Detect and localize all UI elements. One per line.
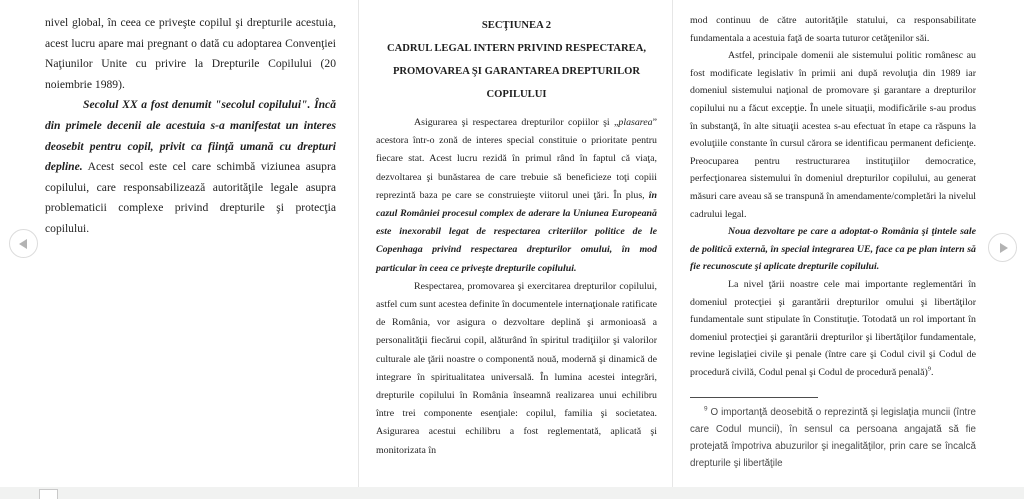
paragraph	[690, 12, 976, 47]
next-page-button[interactable]	[988, 233, 1017, 262]
paragraph	[376, 278, 657, 460]
text-segment: mod continuu de către autorităţile statului, ca responsabilitate fundamentala a acestuia faţă de soarta tuturor cetăţenilor săi.	[690, 15, 976, 44]
text-segment: Astfel, principale domenii ale sistemului politic românesc au fost modificate legislativ în primii ani după revoluţia din 1989 iar domeniul sistemului naţional de promovare şi garantare a drepturilor copilului nu a făcut excepţie. În unele situaţii, modificările s-au produs în substanţă, în alte situaţii acestea s-au efectuat în etape ca răspuns la evoluţiile constante în cursul cărora se identificau permanent deficienţe. Preocuparea pentru restructurarea instituţiilor democratice, perfecţionarea sistemului în domeniul drepturilor copilului, au generat măsuri care aveau să se transpună în amendamente/completări la nivelul cadrului legal.	[690, 50, 976, 220]
chevron-right-icon	[1000, 243, 1008, 253]
footnote-separator	[690, 397, 818, 398]
paragraph	[45, 95, 336, 239]
footnote-text	[690, 404, 976, 472]
text-segment: Asigurarea şi respectarea drepturilor copiilor şi „	[414, 117, 619, 128]
page-number-input[interactable]	[39, 489, 58, 499]
text-segment: .	[930, 366, 934, 378]
viewer-toolbar	[0, 487, 1024, 499]
page-edge-divider	[672, 0, 673, 487]
page-right-body	[690, 12, 976, 381]
heading-line: COPILULUI	[486, 89, 547, 100]
previous-page-button[interactable]	[9, 229, 38, 258]
text-segment: nivel global, în ceea ce priveşte copilul şi drepturile acestuia, acest lucru apare mai pregnant o dată cu adoptarea Convenţiei Naţiunilor Unite cu privire la Drepturile Copilului (20 noiembrie 1989).	[45, 16, 336, 91]
page-edge-divider	[358, 0, 359, 487]
paragraph	[376, 114, 657, 278]
text-segment: în cazul României procesul complex de aderare la Uniunea Europeană este inexorabil legat de respectarea criteriilor politice de le Copenhaga privind respectarea drepturilor omului, în mod particular în ceea ce priveşte drepturile copilului.	[376, 189, 657, 274]
footnote-reference: 9	[927, 365, 931, 373]
paragraph	[690, 47, 976, 223]
paragraph	[690, 223, 976, 276]
paragraph	[690, 404, 976, 472]
footnote-reference: 9	[704, 406, 708, 414]
text-segment: Acest secol este cel care schimbă viziunea asupra copilului, care responsabilizează autorităţile legale asupra problematicii complexe privind drepturile şi protecţia copilului.	[45, 160, 336, 235]
text-segment: La nivel ţării noastre cele mai importante reglementări în domeniul protecţiei şi garantării drepturilor omului şi libertăţilor fundamentale sunt stipulate în Constituţie. Totodată un rol important în domeniul protecţiei şi garantării drepturilor şi libertăţilor fundamentale, revine legislaţiei civile şi penale (între care şi Codul civil şi Codul de procedură civilă, Codul penal şi Codul de procedură penală)	[690, 278, 976, 378]
page-middle-body	[376, 114, 657, 460]
heading-line: SECŢIUNEA 2	[481, 20, 552, 31]
text-segment: plasarea	[618, 117, 653, 128]
heading-line: PROMOVAREA ŞI GARANTAREA DREPTURILOR	[392, 66, 641, 77]
footnote-block	[690, 397, 976, 472]
section-heading	[376, 14, 657, 106]
page-middle-text-column	[376, 14, 657, 460]
text-segment: ” acestora într-o zonă de interes special constituie o prioritate pentru fiecare stat. Acest lucru rezidă în primul rând în faptul că viaţa, dezvoltarea şi bunăstarea de care trebuie să beneficieze toţi copiii reprezintă baza pe care se construieşte viitorul unei ţări. În plus,	[376, 117, 657, 201]
text-segment: Secolul XX a fost denumit "secolul copilului". Încă din primele decenii ale acestuia s-a manifestat un interes deosebit pentru copil, privit ca fiinţă umană cu drepturi depline.	[45, 98, 336, 174]
page-right-text-column	[690, 12, 976, 472]
text-segment: O importanţă deosebită o reprezintă şi legislaţia muncii (între care Codul muncii), în sensul ca persoana angajată să fie protejată împotriva abuzurilor şi inegalităţilor, prin care se încalcă drepturile şi libertăţile	[690, 407, 976, 470]
chevron-left-icon	[19, 239, 27, 249]
text-segment: Respectarea, promovarea şi exercitarea drepturilor copilului, astfel cum sunt acestea definite în documentele internaţionale ratificate de România, vor asigura o dezvoltare deplină şi armonioasă a personalităţii fiecărui copil, alăturând în spiritul tradiţiilor şi valorilor culturale ale ţării noastre o componentă nouă, modernă şi dinamică de integrare în spiritualitatea universală. În lumina acestei integrări, drepturile copilului în România înseamnă realizarea unui echilibru între trei componente esenţiale: copilul, familia şi societatea. Asigurarea acestui echilibru a fost reglementată, aplicată şi monitorizata în	[376, 280, 657, 456]
text-segment: Noua dezvoltare pe care a adoptat-o România şi ţintele sale de politică externă, în special integrarea UE, face ca pe plan intern să fie recunoscute şi aplicate drepturile copilului.	[690, 226, 976, 273]
paragraph	[690, 276, 976, 382]
heading-line: CADRUL LEGAL INTERN PRIVIND RESPECTAREA,	[386, 43, 647, 54]
page-left-text-column	[45, 13, 336, 240]
paragraph	[45, 13, 336, 95]
